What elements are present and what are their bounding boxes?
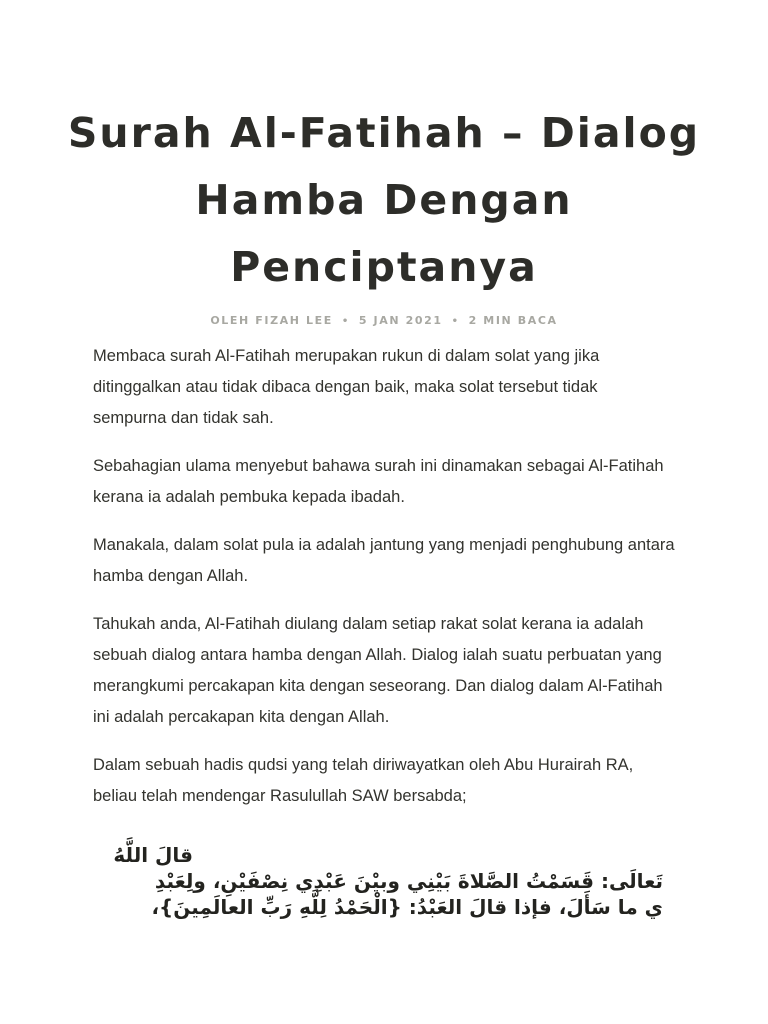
arabic-quote-line: ي ما سَأَلَ، فإذا قالَ العَبْدُ: {الْحَمْدُ لِلَّهِ رَبِّ العالَمِينَ}، (151, 895, 663, 919)
paragraph: Membaca surah Al-Fatihah merupakan rukun di dalam solat yang jika ditinggalkan atau tidak dibaca dengan baik, maka solat tersebut tidak sempurna dan tidak sah. (93, 347, 600, 427)
article-body (93, 341, 675, 829)
read-time: 2 MIN BACA (468, 314, 558, 327)
meta-separator: • (341, 316, 350, 327)
meta-separator: • (451, 316, 460, 327)
arabic-quote-line: قالَ اللَّهُ (113, 843, 193, 867)
publish-date: 5 JAN 2021 (358, 314, 443, 327)
article-title: Surah Al-Fatihah – Dialog Hamba Dengan Penciptanya (67, 109, 701, 291)
paragraph: Tahukah anda, Al-Fatihah diulang dalam setiap rakat solat kerana ia adalah sebuah dialog antara hamba dengan Allah. Dialog ialah suatu perbuatan yang merangkumi percakapan kita dengan seseorang. Dan dialog dalam Al-Fatihah ini adalah percakapan kita dengan Allah. (93, 615, 663, 726)
paragraph: Dalam sebuah hadis qudsi yang telah diriwayatkan oleh Abu Hurairah RA, beliau telah mendengar Rasulullah SAW bersabda; (93, 756, 634, 805)
arabic-hadith-quote (93, 842, 663, 920)
arabic-quote-line: تَعالَى: قَسَمْتُ الصَّلاةَ بَيْنِي وبيْنَ عَبْدِي نِصْفَيْنِ، ولِعَبْدِ (154, 869, 663, 893)
paragraph: Sebahagian ulama menyebut bahawa surah ini dinamakan sebagai Al-Fatihah kerana ia adalah pembuka kepada ibadah. (93, 457, 664, 506)
article-meta (0, 314, 768, 327)
author-byline[interactable]: OLEH FIZAH LEE (210, 314, 333, 327)
paragraph: Manakala, dalam solat pula ia adalah jantung yang menjadi penghubung antara hamba dengan Allah. (93, 536, 675, 585)
